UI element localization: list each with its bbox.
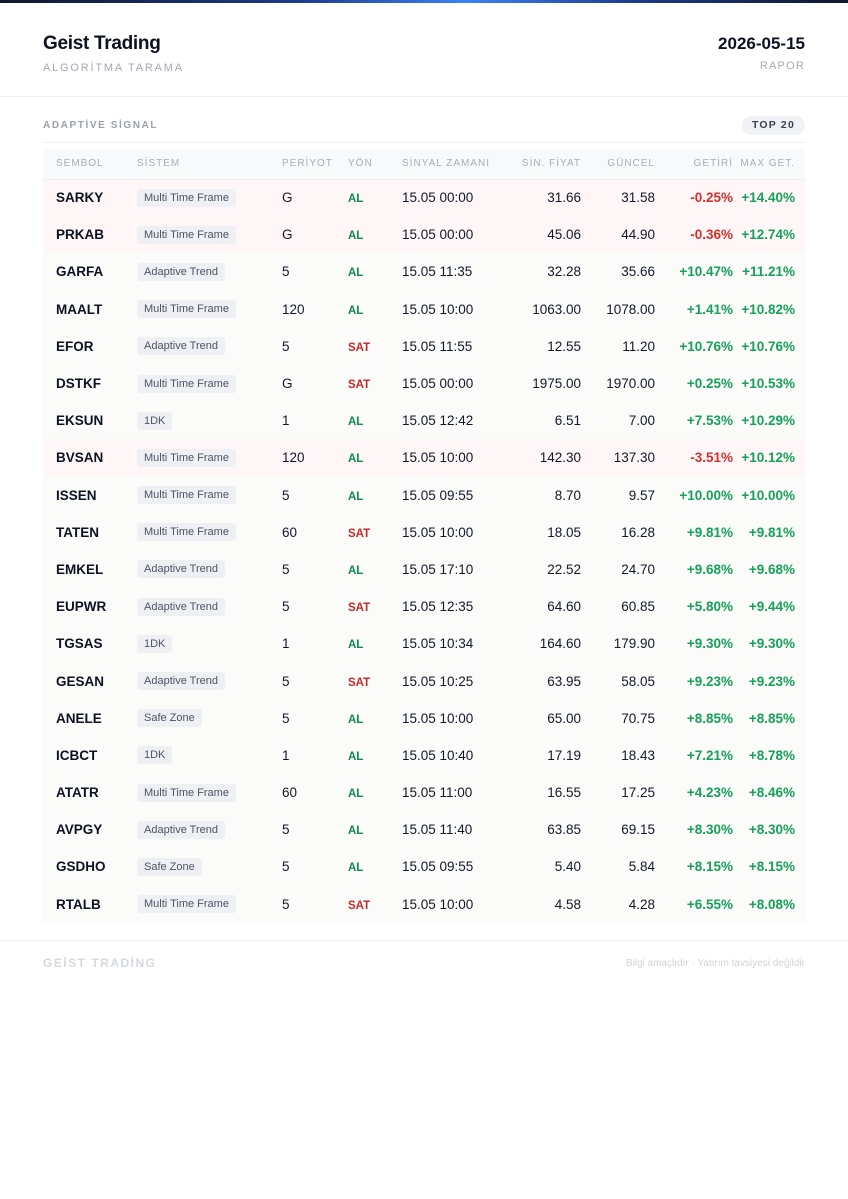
row-symbol: TATEN [56,524,99,540]
row-period: 5 [282,338,290,354]
row-signal-time: 15.05 10:25 [402,673,474,689]
col-header-direction: YÖN [348,149,402,179]
direction-label: AL [348,788,364,801]
col-header-signal-time: SİNYAL ZAMANI [402,149,505,179]
table-row [43,328,805,365]
row-symbol: BVSAN [56,450,104,466]
row-current-price: 31.58 [621,190,655,206]
row-max-return: +8.78% [748,747,795,763]
row-symbol: EMKEL [56,561,104,577]
row-symbol: MAALT [56,301,103,317]
row-period: 5 [282,896,290,912]
row-symbol: GARFA [56,264,104,280]
table-row [43,737,805,774]
row-current-price: 69.15 [621,822,655,838]
row-system [137,551,282,588]
top-count-badge: TOP 20 [742,116,805,135]
table-row [43,439,805,476]
direction-label: AL [348,825,364,838]
row-return: +9.30% [686,636,733,652]
direction-label: AL [348,230,364,243]
report-date: 2026-05-15 [718,34,805,53]
row-direction [348,774,402,811]
direction-label: AL [348,490,364,503]
row-return: +7.21% [686,747,733,763]
row-symbol: RTALB [56,896,101,912]
direction-label: AL [348,304,364,317]
row-direction [348,328,402,365]
table-row [43,700,805,737]
row-system [137,253,282,290]
row-signal-time: 15.05 10:00 [402,301,474,317]
row-return: +9.68% [686,561,733,577]
row-system [137,588,282,625]
row-symbol: EKSUN [56,413,104,429]
row-max-return: +9.44% [748,599,795,615]
row-direction [348,439,402,476]
row-signal-time: 15.05 00:00 [402,190,474,206]
row-direction [348,662,402,699]
row-direction [348,700,402,737]
table-row [43,291,805,328]
row-system [137,774,282,811]
row-symbol: AVPGY [56,822,103,838]
system-tag: 1DK [137,635,172,653]
direction-label: AL [348,750,364,763]
row-return: +6.55% [686,896,733,912]
row-direction [348,625,402,662]
system-tag: 1DK [137,412,172,430]
row-max-return: +12.74% [741,227,795,243]
row-signal-time: 15.05 10:40 [402,747,474,763]
row-return: +8.85% [686,710,733,726]
row-period: 5 [282,487,290,503]
row-symbol: PRKAB [56,227,105,243]
row-period: 120 [282,301,305,317]
row-direction [348,477,402,514]
system-tag: Adaptive Trend [137,337,225,355]
row-system [137,514,282,551]
col-header-system: SİSTEM [137,149,282,179]
row-current-price: 17.25 [621,785,655,801]
row-return: +10.47% [679,264,733,280]
row-max-return: +9.68% [748,561,795,577]
row-signal-price: 18.05 [547,524,581,540]
row-return: -3.51% [690,450,733,466]
row-return: +8.30% [686,822,733,838]
table-body [43,179,805,923]
col-header-period: PERİYOT [282,149,348,179]
row-system [137,402,282,439]
brand-title: Geist Trading [43,33,161,54]
system-tag: Multi Time Frame [137,895,236,913]
row-return: +10.76% [679,338,733,354]
row-period: 1 [282,747,290,763]
row-max-return: +9.81% [748,524,795,540]
row-direction [348,514,402,551]
row-period: G [282,190,293,206]
row-signal-time: 15.05 11:00 [402,785,473,801]
row-current-price: 24.70 [621,561,655,577]
row-max-return: +10.12% [741,450,795,466]
col-header-signal-price: SİN. FİYAT [505,149,581,179]
row-period: G [282,227,293,243]
table-row [43,774,805,811]
col-header-return: GETİRİ [655,149,733,179]
row-signal-time: 15.05 10:00 [402,524,474,540]
table-row [43,811,805,848]
table-row [43,551,805,588]
row-signal-price: 164.60 [539,636,581,652]
row-max-return: +14.40% [741,190,795,206]
row-system [137,179,282,216]
row-symbol: ISSEN [56,487,97,503]
direction-label: SAT [348,602,371,615]
row-current-price: 4.28 [628,896,655,912]
row-signal-time: 15.05 11:55 [402,338,473,354]
row-return: +10.00% [679,487,733,503]
row-max-return: +8.85% [748,710,795,726]
system-tag: Multi Time Frame [137,449,236,467]
row-current-price: 44.90 [621,227,655,243]
row-direction [348,551,402,588]
row-signal-time: 15.05 10:00 [402,710,474,726]
row-system [137,625,282,662]
row-max-return: +9.30% [748,636,795,652]
system-tag: Safe Zone [137,858,202,876]
row-return: -0.36% [690,227,733,243]
row-direction [348,291,402,328]
row-max-return: +8.46% [748,785,795,801]
system-tag: Multi Time Frame [137,486,236,504]
row-current-price: 1078.00 [606,301,655,317]
table-row [43,179,805,216]
row-signal-price: 31.66 [547,190,581,206]
row-signal-time: 15.05 00:00 [402,227,474,243]
direction-label: AL [348,193,364,206]
col-header-max-return: MAX GET. [733,149,805,179]
system-tag: Multi Time Frame [137,784,236,802]
row-return: -0.25% [690,190,733,206]
row-max-return: +10.82% [741,301,795,317]
row-direction [348,402,402,439]
row-signal-price: 17.19 [547,747,581,763]
row-return: +0.25% [686,376,733,392]
direction-label: AL [348,862,364,875]
table-row [43,365,805,402]
row-signal-time: 15.05 10:00 [402,896,474,912]
row-direction [348,216,402,253]
row-signal-time: 15.05 10:34 [402,636,474,652]
row-signal-time: 15.05 11:35 [402,264,473,280]
row-current-price: 58.05 [621,673,655,689]
system-tag: Adaptive Trend [137,598,225,616]
row-period: 5 [282,599,290,615]
row-max-return: +8.30% [748,822,795,838]
row-period: 60 [282,524,298,540]
table-row [43,588,805,625]
row-signal-price: 16.55 [547,785,581,801]
section-divider [43,142,805,143]
row-system [137,477,282,514]
row-signal-price: 6.51 [554,413,581,429]
system-tag: Multi Time Frame [137,375,236,393]
table-row [43,886,805,923]
system-tag: 1DK [137,746,172,764]
row-signal-price: 64.60 [547,599,581,615]
direction-label: SAT [348,379,371,392]
direction-label: AL [348,564,364,577]
row-current-price: 60.85 [621,599,655,615]
table-row [43,477,805,514]
system-tag: Multi Time Frame [137,300,236,318]
row-period: 1 [282,413,290,429]
row-max-return: +10.00% [741,487,795,503]
signal-table [43,149,805,923]
row-current-price: 137.30 [613,450,655,466]
row-system [137,328,282,365]
row-max-return: +10.29% [741,413,795,429]
row-symbol: SARKY [56,190,104,206]
row-return: +9.23% [686,673,733,689]
row-system [137,811,282,848]
table-row [43,848,805,885]
row-period: 5 [282,561,290,577]
row-system [137,216,282,253]
col-header-symbol: SEMBOL [43,149,137,179]
row-return: +7.53% [686,413,733,429]
row-direction [348,253,402,290]
row-signal-price: 32.28 [547,264,581,280]
row-direction [348,737,402,774]
system-tag: Multi Time Frame [137,523,236,541]
direction-label: SAT [348,899,371,912]
system-tag: Adaptive Trend [137,560,225,578]
row-system [137,439,282,476]
row-signal-price: 8.70 [554,487,581,503]
report-label: RAPOR [759,60,805,72]
row-signal-price: 5.40 [554,859,581,875]
system-tag: Adaptive Trend [137,263,225,281]
system-tag: Adaptive Trend [137,672,225,690]
row-max-return: +8.15% [748,859,795,875]
row-direction [348,179,402,216]
table-row [43,253,805,290]
table-row [43,216,805,253]
row-current-price: 70.75 [621,710,655,726]
row-period: 1 [282,636,290,652]
row-signal-price: 45.06 [547,227,581,243]
row-direction [348,886,402,923]
row-signal-time: 15.05 10:00 [402,450,474,466]
row-system [137,886,282,923]
row-symbol: ATATR [56,785,99,801]
section-title: ADAPTİVE SİGNAL [43,120,159,131]
row-direction [348,848,402,885]
row-signal-time: 15.05 09:55 [402,487,474,503]
row-signal-price: 1975.00 [532,376,581,392]
row-system [137,291,282,328]
row-signal-time: 15.05 09:55 [402,859,474,875]
row-symbol: ANELE [56,710,102,726]
row-signal-time: 15.05 17:10 [402,561,474,577]
row-max-return: +10.76% [741,338,795,354]
direction-label: AL [348,416,364,429]
row-system [137,737,282,774]
system-tag: Multi Time Frame [137,226,236,244]
table-row [43,662,805,699]
row-signal-time: 15.05 12:35 [402,599,474,615]
row-system [137,662,282,699]
row-period: 120 [282,450,305,466]
row-return: +4.23% [686,785,733,801]
row-return: +5.80% [686,599,733,615]
row-system [137,700,282,737]
direction-label: AL [348,713,364,726]
row-current-price: 35.66 [621,264,655,280]
row-current-price: 16.28 [621,524,655,540]
row-current-price: 5.84 [628,859,655,875]
row-max-return: +9.23% [748,673,795,689]
row-period: 5 [282,859,290,875]
row-direction [348,588,402,625]
direction-label: AL [348,639,364,652]
footer-disclaimer: Bilgi amaçlıdır · Yatırım tavsiyesi değildir [625,958,805,969]
row-symbol: ICBCT [56,747,98,763]
direction-label: SAT [348,527,371,540]
row-period: 60 [282,785,298,801]
row-direction [348,811,402,848]
row-signal-price: 12.55 [547,338,581,354]
row-period: 5 [282,822,290,838]
row-signal-price: 1063.00 [532,301,581,317]
row-signal-price: 142.30 [539,450,581,466]
row-max-return: +10.53% [741,376,795,392]
row-max-return: +8.08% [748,896,795,912]
row-symbol: GSDHO [56,859,106,875]
direction-label: SAT [348,341,371,354]
row-max-return: +11.21% [742,264,795,280]
row-symbol: EUPWR [56,599,107,615]
row-signal-price: 22.52 [547,561,581,577]
col-header-current: GÜNCEL [581,149,655,179]
row-current-price: 1970.00 [606,376,655,392]
row-signal-time: 15.05 12:42 [402,413,474,429]
row-signal-time: 15.05 11:40 [402,822,473,838]
system-tag: Adaptive Trend [137,821,225,839]
row-period: 5 [282,710,290,726]
row-period: G [282,376,293,392]
brand-subtitle: ALGORİTMA TARAMA [43,62,184,74]
table-row [43,514,805,551]
row-return: +9.81% [686,524,733,540]
footer-brand: GEİST TRADİNG [43,956,157,970]
report-header [0,3,848,97]
table-row [43,402,805,439]
row-signal-price: 63.85 [547,822,581,838]
row-return: +1.41% [686,301,733,317]
row-current-price: 18.43 [621,747,655,763]
row-symbol: EFOR [56,338,94,354]
system-tag: Multi Time Frame [137,189,236,207]
row-symbol: DSTKF [56,376,101,392]
row-signal-time: 15.05 00:00 [402,376,474,392]
row-system [137,848,282,885]
row-signal-price: 63.95 [547,673,581,689]
direction-label: SAT [348,676,371,689]
row-symbol: GESAN [56,673,105,689]
row-current-price: 9.57 [628,487,655,503]
row-signal-price: 4.58 [554,896,581,912]
row-current-price: 7.00 [628,413,655,429]
row-direction [348,365,402,402]
row-current-price: 11.20 [622,338,655,354]
table-header-row [43,149,805,179]
row-system [137,365,282,402]
system-tag: Safe Zone [137,709,202,727]
row-period: 5 [282,673,290,689]
direction-label: AL [348,453,364,466]
row-period: 5 [282,264,290,280]
row-symbol: TGSAS [56,636,103,652]
row-return: +8.15% [686,859,733,875]
table-row [43,625,805,662]
direction-label: AL [348,267,364,280]
footer-divider [0,940,848,941]
row-current-price: 179.90 [613,636,655,652]
row-signal-price: 65.00 [547,710,581,726]
